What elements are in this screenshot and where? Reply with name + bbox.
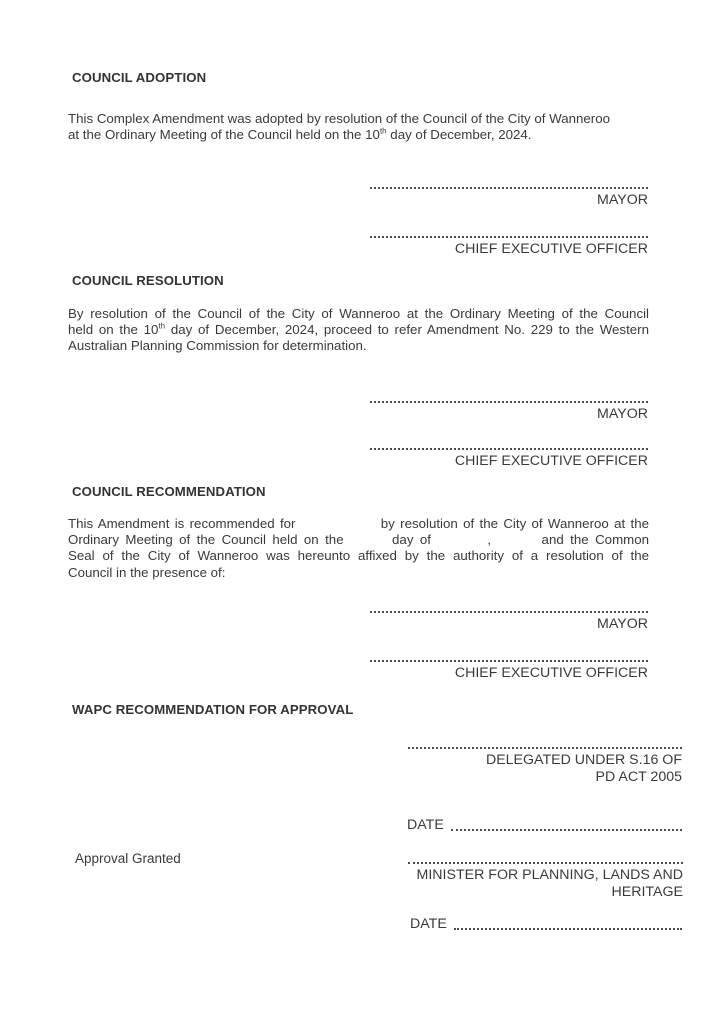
signature-block-mayor-adoption bbox=[370, 180, 648, 209]
heading-council-adoption: COUNCIL ADOPTION bbox=[72, 70, 207, 85]
signature-label-minister-line2: HERITAGE bbox=[611, 883, 683, 900]
paragraph-council-resolution bbox=[68, 306, 649, 355]
date-dotted-line bbox=[451, 829, 682, 831]
date-dotted-line bbox=[454, 928, 682, 930]
signature-dotted-line bbox=[370, 653, 648, 662]
paragraph-line: Australian Planning Commission for determination. bbox=[68, 338, 367, 354]
heading-council-recommendation: COUNCIL RECOMMENDATION bbox=[72, 484, 266, 499]
paragraph-line: Seal of the City of Wanneroo was hereunto affixed by the authority of a resolution of the bbox=[68, 548, 649, 564]
blank-field bbox=[498, 543, 542, 544]
paragraph-line: By resolution of the Council of the City of Wanneroo at the Ordinary Meeting of the Council bbox=[68, 306, 649, 321]
paragraph-line: Council in the presence of: bbox=[68, 564, 226, 580]
signature-block-mayor-resolution bbox=[370, 394, 648, 423]
approval-granted-label: Approval Granted bbox=[75, 851, 181, 866]
paragraph-line: Ordinary Meeting of the Council held on the day of , and the Common bbox=[68, 532, 650, 548]
date-label: DATE bbox=[407, 817, 444, 833]
heading-council-resolution: COUNCIL RESOLUTION bbox=[72, 273, 224, 288]
signature-dotted-line bbox=[370, 229, 648, 238]
signature-label-ceo: CHIEF EXECUTIVE OFFICER bbox=[454, 241, 648, 257]
signature-label-mayor: MAYOR bbox=[597, 406, 648, 422]
signature-label-ceo: CHIEF EXECUTIVE OFFICER bbox=[454, 665, 648, 681]
signature-block-minister bbox=[408, 855, 683, 900]
signature-dotted-line bbox=[370, 394, 648, 403]
signature-label-mayor: MAYOR bbox=[597, 616, 648, 632]
signature-label-minister-line1: MINISTER FOR PLANNING, LANDS AND bbox=[416, 867, 683, 883]
paragraph-line: at the Ordinary Meeting of the Council held on the 10th day of December, 2024. bbox=[68, 126, 532, 143]
signature-dotted-line bbox=[370, 180, 648, 189]
signature-dotted-line bbox=[370, 441, 648, 450]
signature-block-ceo-resolution bbox=[370, 441, 648, 470]
date-field-minister bbox=[410, 916, 682, 933]
blank-field bbox=[350, 543, 392, 544]
date-label: DATE bbox=[410, 916, 447, 932]
signature-label-ceo: CHIEF EXECUTIVE OFFICER bbox=[454, 453, 648, 469]
signature-label-delegated-line1: DELEGATED UNDER S.16 OF bbox=[485, 752, 682, 768]
signature-block-mayor-recommendation bbox=[370, 604, 648, 633]
paragraph-line: held on the 10th day of December, 2024, proceed to refer Amendment No. 229 to the Western bbox=[68, 321, 649, 338]
signature-label-mayor: MAYOR bbox=[597, 192, 648, 208]
signature-dotted-line bbox=[408, 740, 682, 749]
signature-block-ceo-adoption bbox=[370, 229, 648, 258]
signature-block-delegated bbox=[408, 740, 682, 785]
blank-field bbox=[437, 543, 487, 544]
signature-dotted-line bbox=[408, 855, 683, 864]
paragraph-council-recommendation bbox=[68, 516, 649, 581]
signature-label-delegated-line2: PD ACT 2005 bbox=[595, 768, 682, 785]
heading-wapc-recommendation: WAPC RECOMMENDATION FOR APPROVAL bbox=[72, 702, 354, 717]
signature-block-ceo-recommendation bbox=[370, 653, 648, 682]
paragraph-council-adoption bbox=[68, 111, 649, 143]
date-field-delegated bbox=[407, 817, 682, 834]
paragraph-line: This Complex Amendment was adopted by resolution of the Council of the City of Wanneroo bbox=[68, 111, 611, 126]
blank-field bbox=[301, 527, 381, 528]
signature-dotted-line bbox=[370, 604, 648, 613]
paragraph-line: This Amendment is recommended for by resolution of the City of Wanneroo at the bbox=[68, 516, 649, 531]
